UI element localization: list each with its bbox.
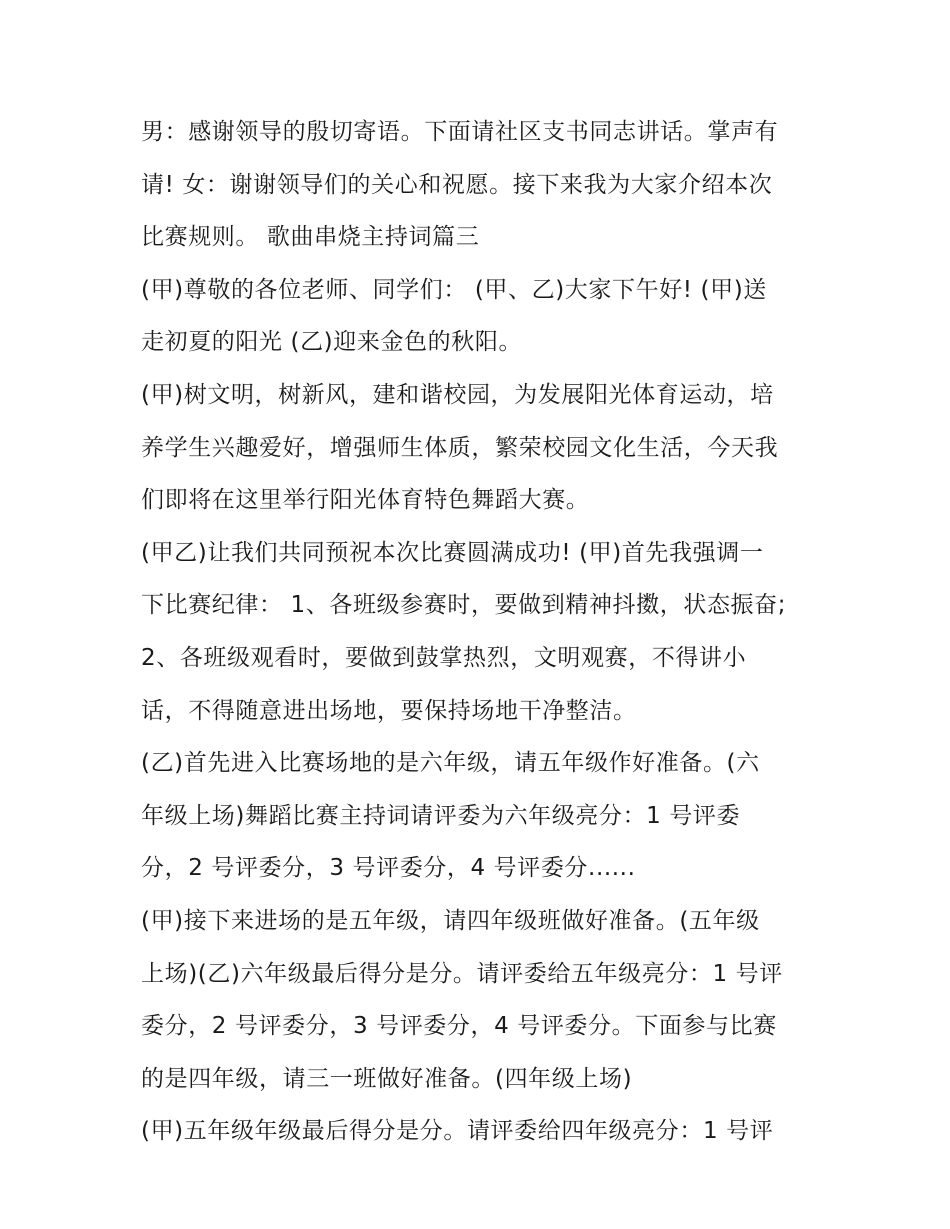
text-line: (甲)树文明，树新风，建和谐校园，为发展阳光体育运动，培	[141, 381, 774, 408]
text-line: (甲)尊敬的各位老师、同学们： (甲、乙)大家下午好! (甲)送	[141, 276, 767, 303]
text-line: 上场)(乙)六年级最后得分是分。请评委给五年级亮分：1 号评	[141, 960, 783, 987]
document-body	[141, 106, 821, 1158]
text-line: 请! 女：谢谢领导们的关心和祝愿。接下来我为大家介绍本次	[141, 171, 773, 198]
text-line: 养学生兴趣爱好，增强师生体质，繁荣校园文化生活，今天我	[141, 434, 779, 461]
text-line: 走初夏的阳光 (乙)迎来金色的秋阳。	[141, 329, 523, 356]
text-line: 2、各班级观看时，要做到鼓掌热烈，文明观赛，不得讲小	[141, 644, 747, 671]
text-line: 分，2 号评委分，3 号评委分，4 号评委分......	[141, 855, 636, 882]
text-line: 下比赛纪律： 1、各班级参赛时，要做到精神抖擞，状态振奋;	[141, 592, 787, 619]
text-line: (甲乙)让我们共同预祝本次比赛圆满成功! (甲)首先我强调一	[141, 539, 764, 566]
text-line: (甲)五年级年级最后得分是分。请评委给四年级亮分：1 号评	[141, 1118, 774, 1145]
text-line: 年级上场)舞蹈比赛主持词请评委为六年级亮分：1 号评委	[141, 802, 741, 829]
text-line: 话，不得随意进出场地，要保持场地干净整洁。	[141, 697, 637, 724]
text-line: 的是四年级，请三一班做好准备。(四年级上场)	[141, 1065, 633, 1092]
text-line: (甲)接下来进场的是五年级，请四年级班做好准备。(五年级	[141, 907, 760, 934]
text-line: 比赛规则。 歌曲串烧主持词篇三	[141, 224, 480, 251]
text-line: 们即将在这里举行阳光体育特色舞蹈大赛。	[141, 487, 590, 514]
text-line: 委分，2 号评委分，3 号评委分，4 号评委分。下面参与比赛	[141, 1013, 777, 1040]
text-line: (乙)首先进入比赛场地的是六年级，请五年级作好准备。(六	[141, 750, 760, 777]
text-line: 男：感谢领导的殷切寄语。下面请社区支书同志讲话。掌声有	[141, 119, 779, 145]
